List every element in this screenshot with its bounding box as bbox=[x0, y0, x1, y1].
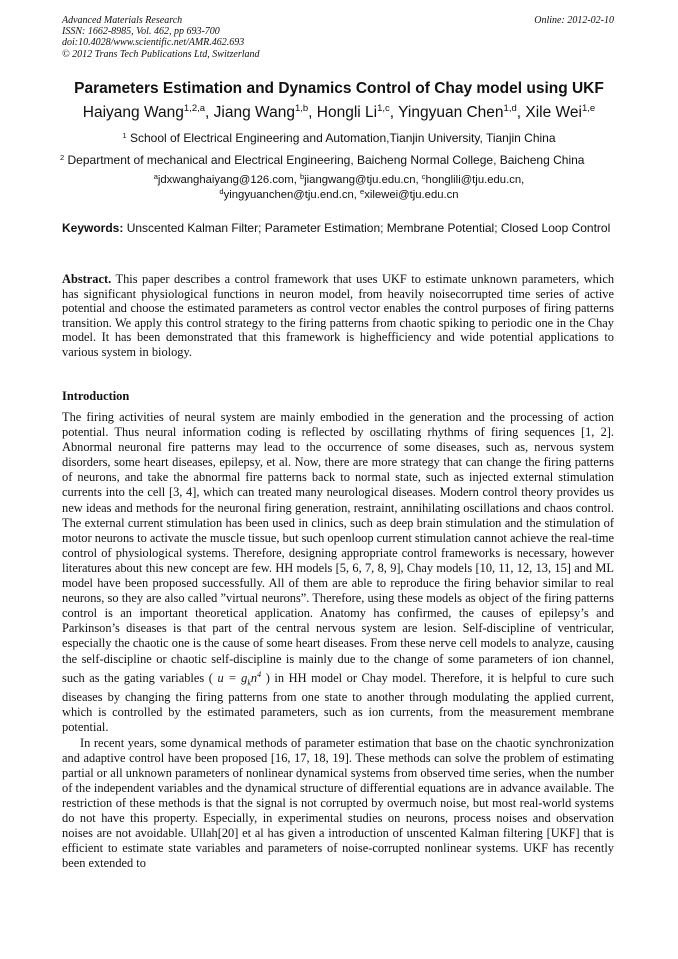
keywords-label: Keywords: bbox=[62, 221, 124, 235]
author-sup: 1,2,a bbox=[183, 103, 206, 114]
abstract-label: Abstract. bbox=[62, 272, 112, 286]
affiliation-2 bbox=[60, 153, 620, 167]
author-name: Yingyuan Chen bbox=[398, 104, 504, 121]
paragraph-1-text-b: ) in HH model or Chay model. Therefore, it is helpful to cure such diseases by changing the firing patterns from one state to another through modulating the applied current, which is controlled by the estimated parameters, such as ion currents, from the measurement membrane potential. bbox=[62, 670, 614, 735]
paragraph-1-text-a: The firing activities of neural system are mainly embodied in the generation and the processing of action potential. Thus neural information coding is reflected by oscillating rhythms of firing sequences [1, 2]. Abnormal neuronal fire patterns may lead to the occurrence of some diseases, such as, nervous system disorders, some heart diseases, epilepsy, et al. Now, there are more strategy that can change the firing patterns of neurons, and take the abnormal fire patterns back to normal state, such as injected external stimulation currents into the cell [3, 4], which can treated many neurological diseases. Modern control theory provides us new ideas and methods for the neuronal firing generation, restraint, annihilating oscillations and chaos control. The external current stimulation has been used in clinics, such as deep brain stimulation and the stimulation of motor neurons to activate the muscle tissue, but such openloop current stimulation cannot achieve the real-time control of physiological systems. Therefore, designing appropriate control frameworks is necessary, however literatures about this new concept are few. HH models [5, 6, 7, 8, 9], Chay models [10, 11, 12, 13, 15] and ML model have been proposed successfully. All of them are able to reproduce the firing behavior similar to real neurons, so they are also called ”virtual neurons”. Therefore, using these models as object of the firing patterns control is an important theoretical application. Anatomy has confirmed, the causes of epilepsy’s and Parkinson’s diseases is that part of the central nervous system are lesion. Self-discipline of ventricular, especially the chaotic one is the cause of some heart diseases. From these nerve cell models to analyze, causing the self-discipline or chaotic self-discipline is mainly due to the change of some parameters of ion channel, such as the gating variables ( bbox=[62, 410, 614, 685]
affiliation-text: Department of mechanical and Electrical Engineering, Baicheng Normal College, Baicheng China bbox=[67, 153, 585, 167]
affiliation-text: School of Electrical Engineering and Automation,Tianjin University, Tianjin China bbox=[129, 131, 556, 145]
email-c: honglili@tju.edu.cn, bbox=[425, 174, 525, 186]
paper-title: Parameters Estimation and Dynamics Control of Chay model using UKF bbox=[74, 80, 604, 97]
issn-line: ISSN: 1662-8985, Vol. 462, pp 693-700 bbox=[62, 26, 220, 38]
keywords-text: Unscented Kalman Filter; Parameter Estimation; Membrane Potential; Closed Loop Control bbox=[126, 221, 611, 235]
section-heading-introduction: Introduction bbox=[62, 389, 130, 403]
introduction-body bbox=[62, 410, 614, 871]
author-list: Haiyang Wang$^{1,2,a}$, Jiang Wang$^{1,b}$, Hongli Li$^{1,c}$, Yingyuan Chen$^{1,d}$, Xile Wei$^{1,e}$ bbox=[82, 103, 596, 121]
online-date: Online: 2012-02-10 bbox=[534, 15, 614, 26]
keywords bbox=[62, 221, 614, 236]
author-name: Hongli Li bbox=[316, 104, 378, 121]
abstract bbox=[62, 272, 614, 360]
author-name: Xile Wei bbox=[525, 104, 582, 121]
author-sup: 1,b bbox=[294, 103, 309, 114]
journal-header bbox=[62, 15, 260, 60]
journal-name: Advanced Materials Research bbox=[62, 15, 183, 26]
affiliation-sup: 2 bbox=[60, 153, 65, 162]
author-sup: 1,c bbox=[377, 103, 390, 114]
paragraph-2: In recent years, some dynamical methods of parameter estimation that base on the chaotic synchronization and adaptive control have been proposed [16, 17, 18, 19]. These methods can solve the problem of estimating partial or all unknown parameters of nonlinear dynamical systems from observed time series, when the number of the independent variables and the dynamical structure of differential equations are in advance available. The restriction of these methods is that the signal is not corrupted by overmuch noise, but most real-world systems do not have this property. Especially, in experimental studies on neurons, process noises and observation noises are not avoidable. Ullah[20] et al has given a introduction of unscented Kalman filtering [UKF] that is efficient to estimate state variables and parameters of noise-corrupted nonlinear systems. UKF has recently been extended to bbox=[62, 735, 614, 871]
author-sup: 1,e bbox=[581, 103, 596, 114]
author-name: Haiyang Wang bbox=[82, 104, 184, 121]
email-b: jiangwang@tju.edu.cn, bbox=[304, 174, 419, 186]
doi-line: doi:10.4028/www.scientific.net/AMR.462.693 bbox=[62, 37, 245, 49]
email-d: yingyuanchen@tju.end.cn, bbox=[223, 189, 357, 201]
paragraph-1 bbox=[62, 410, 614, 736]
email-a: jdxwanghaiyang@126.com, bbox=[157, 174, 297, 186]
copyright-line: © 2012 Trans Tech Publications Ltd, Switzerland bbox=[62, 48, 260, 60]
affiliation-sup: 1 bbox=[122, 131, 127, 140]
email-e: xilewei@tju.edu.cn bbox=[364, 189, 459, 201]
author-sup: 1,d bbox=[503, 103, 517, 114]
affiliation-1 bbox=[0, 131, 678, 145]
author-name: Jiang Wang bbox=[213, 104, 295, 121]
paper-page: Advanced Materials Research ISSN: 1662-8985, Vol. 462, pp 693-700 doi:10.4028/www.scientific.net/AMR.462.693 © 2012 Trans Tech Publications Ltd, Switzerland Online: 2012-02-10 Parameters Estimation and Dynamics Control of Chay model using UKF Haiyang Wang$^{1,2,a}$, Jiang Wang$^{1,b}$, Hongli Li$^{1,c}$, Yingyuan Chen$^{1,d}$, Xile Wei$^{1,e}$ $^1$ School of Electrical Engineering and Automation,Tianjin University, Tianjin China $^2$ Department of mechanical and Electrical Engineering, Baicheng Normal College, Baicheng China $^a$jdxwanghaiyang@126.com, $^b$jiangwang@tju.edu.cn, $^c$honglili@tju.edu.cn, $^d$yingyuanchen@tju.end.cn, $^e$xilewei@tju.edu.cn Keywords: Unscented Kalman Filter; Parameter Estimation; Membrane Potential; Closed Loop Control Abstract. This paper describes a control framework that uses UKF to estimate unknown parameters, which has significant physiological functions in neuron model, from heavily noisecorrupted time series of active potential and choose the estimated parameters as control vector enables the control purposes of firing patterns transition. We apply this control strategy to the firing patterns from chaotic spiking to periodic one in the Chay model. It has been demonstrated that this framework is highefficiency and wide potential applications to various system in biology. Introduction The firing activities of neural system are mainly embodied in the generation and the processing of action potential. Thus neural information coding is reflected by oscillating rhythms of firing sequences [1, 2]. Abnormal neuronal fire patterns may lead to the occurrence of some diseases, such as, nervous system disorders, some heart diseases, epilepsy, et al. Now, there are more strategy that can change the firing patterns of neurons, and take the abnormal fire patterns back to normal state, such as injected external stimulation currents into the cell [3, 4], which can treated many neurological diseases. Modern control theory provides us new ideas and methods for the neuronal firing generation, restraint, annihilating oscillations and chaos control. The external current stimulation has been used in clinics, such as deep brain stimulation and the stimulation of motor neurons to activate the muscle tissue, but such openloop current stimulation cannot achieve the real-time control of physiological systems. Therefore, designing appropriate control frameworks is necessary, however literatures about this new concept are few. HH models [5, 6, 7, 8, 9], Chay models [10, 11, 12, 13, 15] and ML model have been proposed successfully. All of them are able to reproduce the firing behavior similar to real neurons, so they are also called ”virtual neurons”. Therefore, using these models as object of the firing patterns control is an important theoretical application. Anatomy has confirmed, the causes of epilepsy’s and Parkinson’s diseases is that part of the central nervous system are lesion. Self-discipline of ventricular, especially the chaotic one is the cause of some heart diseases. From these nerve cell models to analyze, causing the self-discipline or chaotic self-discipline is mainly due to the change of some parameters of ion channel, such as the gating variables ( $u = g_kn^4$ ) in HH model or Chay model. Therefore, it is helpful to cure such diseases by changing the firing patterns from one state to another through modulating the applied current, which is controlled by the estimated parameters, such as ion currents, from the measurement membrane potential. In recent years, some dynamical methods of parameter estimation that base on the chaotic synchronization and adaptive control have been proposed [16, 17, 18, 19]. These methods can solve the problem of estimating partial or all unknown parameters of nonlinear dynamical systems from observed time series, when the number of the independent variables and the dynamical structure of differential equations are in advance available. The restriction of these methods is that the signal is not corrupted by overmuch noise, but most real-world systems do not have this property. Especially, in experimental studies on neurons, process noises and observation noises are not avoidable. Ullah[20] et al has given a introduction of unscented Kalman filtering [UKF] that is efficient to estimate state variables and parameters of noise-corrupted nonlinear systems. UKF has recently been extended to bbox=[0, 0, 678, 959]
gating-formula: $u = g_kn^4$ bbox=[217, 669, 262, 688]
abstract-text: This paper describes a control framework that uses UKF to estimate unknown parameters, which has significant physiological functions in neuron model, from heavily noisecorrupted time series of active potential and choose the estimated parameters as control vector enables the control purposes of firing patterns transition. We apply this control strategy to the firing patterns from chaotic spiking to periodic one in the Chay model. It has been demonstrated that this framework is highefficiency and wide potential applications to various system in biology. bbox=[62, 272, 615, 359]
